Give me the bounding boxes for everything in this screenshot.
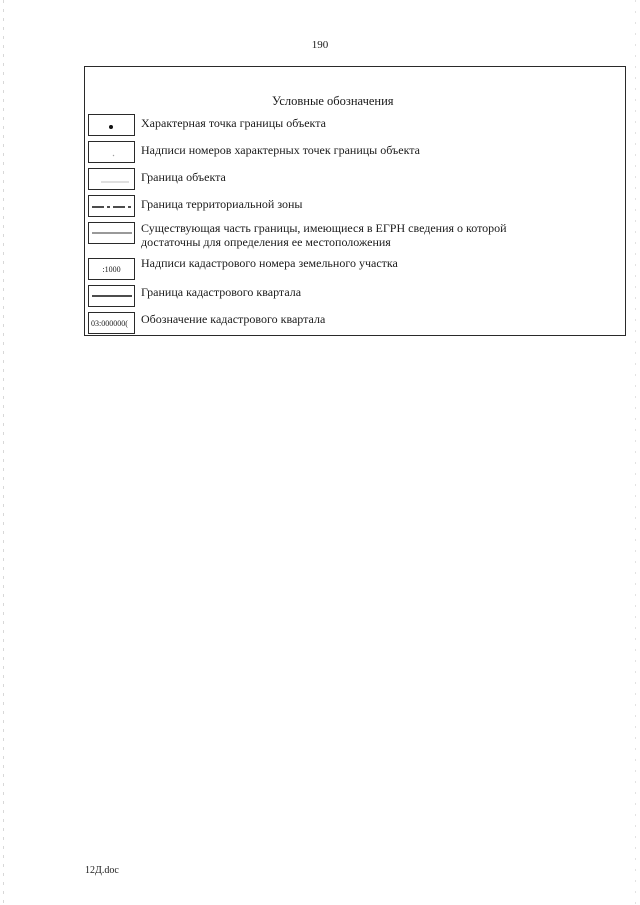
legend-label: Надписи кадастрового номера земельного участка — [141, 256, 398, 270]
legend-label: Граница объекта — [141, 170, 226, 184]
solid-line-icon — [89, 223, 134, 243]
symbol-quarter-designation-text: 03:000000( — [91, 318, 128, 328]
legend-label-line2: достаточны для определения ее местоположения — [141, 235, 391, 249]
symbol-bold-line — [88, 285, 135, 307]
symbol-parcel-number — [88, 258, 135, 280]
symbol-quarter-designation — [88, 312, 135, 334]
scan-edge-left — [3, 0, 4, 905]
dash-dot-line-icon — [89, 196, 134, 216]
tick-icon — [89, 142, 134, 162]
legend-label: Граница кадастрового квартала — [141, 285, 302, 299]
symbol-tick — [88, 141, 135, 163]
symbol-solid-line — [88, 222, 135, 244]
footer-filename: 12Д.doc — [85, 865, 119, 876]
legend-label: Граница территориальной зоны — [141, 197, 303, 211]
legend-title-text: Условные обозначения — [272, 94, 394, 108]
legend-frame — [84, 66, 626, 336]
symbol-thin-line — [88, 168, 135, 190]
page-number: 190 — [311, 39, 329, 51]
dot-icon — [89, 115, 134, 135]
legend-title — [85, 94, 625, 109]
symbol-parcel-number-text: :1000 — [102, 264, 121, 274]
symbol-dash-dot-line — [88, 195, 135, 217]
legend-label: Обозначение кадастрового квартала — [141, 312, 326, 326]
scan-edge-right — [635, 0, 636, 905]
symbol-dot — [88, 114, 135, 136]
thin-line-icon — [89, 169, 134, 189]
legend-label-multiline — [141, 221, 507, 249]
bold-line-icon — [89, 286, 134, 306]
legend-label-line1: Существующая часть границы, имеющиеся в ЕГРН сведения о которой — [141, 221, 507, 235]
legend-label: Надписи номеров характерных точек границы объекта — [141, 143, 420, 157]
legend-label: Характерная точка границы объекта — [141, 116, 326, 130]
